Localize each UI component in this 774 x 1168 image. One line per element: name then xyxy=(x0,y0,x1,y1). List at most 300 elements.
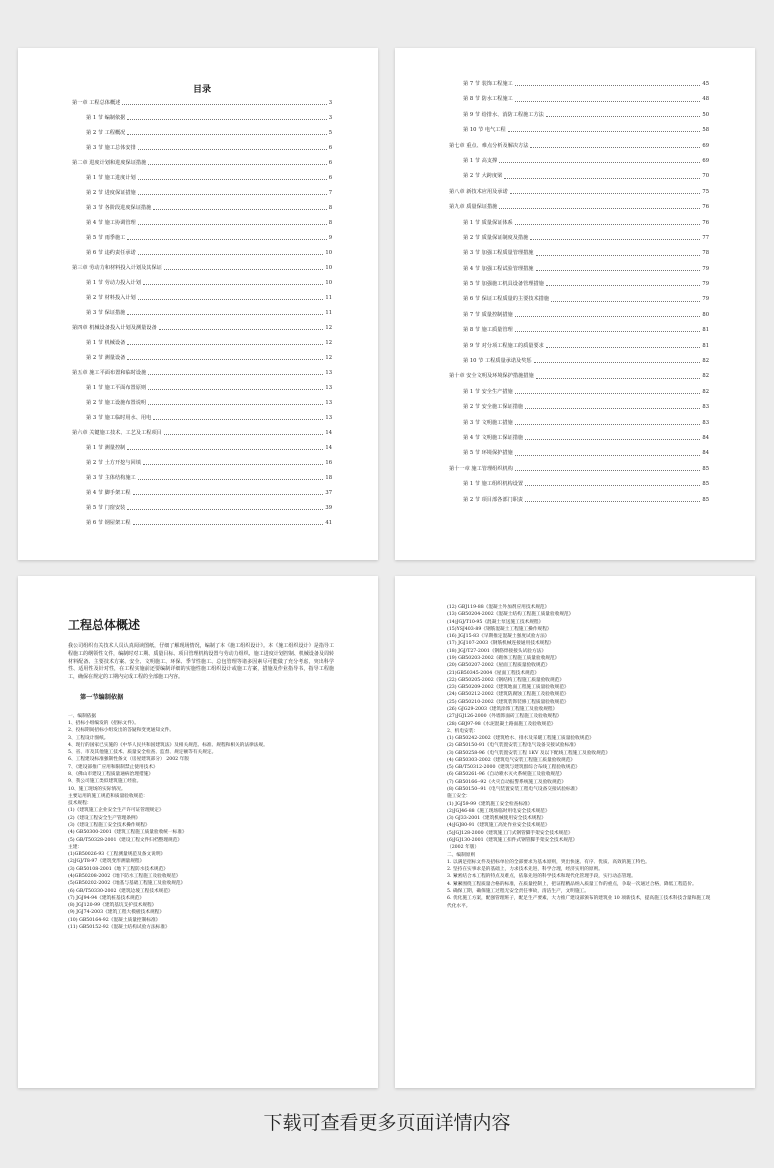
download-more-caption: 下载可查看更多页面详情内容 xyxy=(263,1112,511,1134)
text-line: (25) GB50210-2002《建筑装饰装修工程质量验收规范》 xyxy=(447,699,569,705)
toc-entry-title: 第 1 节 施工平面布置原则 xyxy=(86,385,147,391)
toc-entry xyxy=(449,297,709,302)
text-line: (1) JGJ59-99《建筑施工安全检查标准》 xyxy=(447,801,533,807)
toc-page-2 xyxy=(395,48,755,560)
toc-dot-leader xyxy=(153,418,323,420)
toc-entry xyxy=(72,416,332,421)
toc-entry-title: 第 8 节 施工质量管理 xyxy=(463,327,513,334)
toc-entry-page: 77 xyxy=(702,234,709,241)
text-line: 1. 以满足招标文件及招标单位的全部要求为基本原则，突出快速、有序、优质、高效的施工特色。 xyxy=(447,859,650,865)
toc-entry-page: 45 xyxy=(702,81,709,87)
toc-dot-leader xyxy=(515,315,701,317)
text-line: 4、现行的国家已实施的《中华人民共和国建筑法》及相关规范、标准、规程和相关的法律法规。 xyxy=(68,742,268,748)
toc-dot-leader xyxy=(148,373,323,375)
text-line: (9) JGJ74-2003《建筑工程大模板技术规程》 xyxy=(68,910,165,916)
toc-entry-title: 第六章 关键施工技术、工艺及工程项目 xyxy=(72,430,162,436)
toc-dot-leader xyxy=(127,118,326,120)
toc-entry-title: 第四章 机械设备投入计划及测量设备 xyxy=(72,325,157,331)
toc-entry xyxy=(449,328,709,333)
toc-entry-title: 第 2 节 进度保证措施 xyxy=(86,190,136,196)
text-line: (8) GB50150--91《电气装置安装工程电气设备交接试验标准》 xyxy=(447,787,581,793)
toc-entry-page: 85 xyxy=(702,465,709,472)
toc-entry-title: 第三章 劳动力和材料投入计划及其保证 xyxy=(72,265,162,271)
text-line: (4)GB50208-2002《地下防水工程施工及验收规范》 xyxy=(68,873,181,879)
toc-entry-title: 第五章 施工平面布置和临时设施 xyxy=(72,370,147,376)
toc-entry xyxy=(72,311,332,316)
text-line: 5、省、市及其他施工技术、质量安全检查、监督、规定额等有关规定。 xyxy=(68,750,217,756)
toc-entry xyxy=(449,374,709,379)
toc-dot-leader xyxy=(515,100,701,102)
toc-entry-page: 6 xyxy=(328,160,332,166)
toc-entry xyxy=(72,506,332,511)
toc-entry-page: 11 xyxy=(325,310,332,316)
toc-dot-leader xyxy=(510,192,701,194)
text-line: (23) GB50209-2002《建筑地面工程施工质量验收规范》 xyxy=(447,685,569,691)
text-line: (4)JGJ80-91《建筑施工高处作业安全技术规范》 xyxy=(447,823,550,829)
toc-dot-leader xyxy=(508,130,701,132)
toc-entry-title: 第 1 节 机械设备 xyxy=(86,340,126,346)
toc-entry-page: 78 xyxy=(702,250,709,257)
toc-entry-title: 第 7 节 装饰工程施工 xyxy=(463,81,513,87)
toc-entry-page: 79 xyxy=(702,281,709,288)
toc-dot-leader xyxy=(143,463,323,465)
toc-entry-title: 第 10 节 电气工程 xyxy=(463,127,506,134)
toc-dot-leader xyxy=(515,330,701,332)
toc-dot-leader xyxy=(143,283,323,285)
toc-entry-title: 第 2 节 土方开挖与回填 xyxy=(86,460,141,466)
text-line: 2、机电安装： xyxy=(447,728,479,734)
toc-entry-title: 第 3 节 加强工程质量管理措施 xyxy=(463,250,534,257)
text-line: (10) GB50164-92《混凝土质量控制标准》 xyxy=(68,917,161,923)
toc-entry-title: 第 4 节 文明施工保证措施 xyxy=(463,434,524,441)
toc-dot-leader xyxy=(127,508,323,510)
toc-entry-page: 12 xyxy=(325,340,332,346)
toc-dot-leader xyxy=(148,403,323,405)
text-line: 2. 坚持在实事求是的基础上，力求技术先进，科学合理，经济实用的原则。 xyxy=(447,867,603,873)
toc-entry-title: 第九章 质量保证措施 xyxy=(449,204,498,211)
toc-entry-page: 9 xyxy=(328,235,332,241)
text-line: 6、工程建设标准强制性条文（房屋建筑部分） 2002 年版 xyxy=(68,757,190,763)
toc-entry-title: 第 6 节 保证工程质量的主要技术措施 xyxy=(463,296,550,303)
text-line: (2)《建设工程安全生产管理条例》 xyxy=(68,815,141,821)
toc-entry-page: 10 xyxy=(325,280,332,286)
toc-entry-page: 13 xyxy=(325,385,332,391)
toc-entry-title: 第 1 节 质量保证体系 xyxy=(463,219,513,226)
toc-entry-page: 85 xyxy=(702,496,709,503)
text-line: 3、工程设计图纸。 xyxy=(68,735,109,741)
toc-dot-leader xyxy=(127,343,323,345)
toc-entry xyxy=(449,221,709,226)
toc-entry xyxy=(72,131,332,136)
text-line: (3)《建设工程施工安全技术操作规程》 xyxy=(68,822,150,828)
text-line: (15)YSJ403-89《钢筋混凝土工程施工操作规程》 xyxy=(447,626,552,632)
toc-entry xyxy=(449,498,709,503)
document-page-4 xyxy=(395,576,755,1088)
toc-entry xyxy=(449,97,709,102)
toc-dot-leader xyxy=(525,500,700,502)
toc-entry-title: 第 5 节 门窗安装 xyxy=(86,505,126,511)
toc-entry xyxy=(449,113,709,118)
toc-entry-page: 8 xyxy=(328,205,332,211)
toc-dot-leader xyxy=(499,207,700,209)
toc-entry-page: 80 xyxy=(702,311,709,318)
toc-dot-leader xyxy=(515,423,701,425)
text-line: (3) GB50258-96《电气装置安装工程 1KV 及以下配线工程施工及验收规范》 xyxy=(447,750,611,756)
toc-entry xyxy=(72,356,332,361)
page-body xyxy=(447,604,711,910)
toc-entry-title: 第 2 节 工程概况 xyxy=(86,130,126,136)
toc-entry xyxy=(449,128,709,133)
toc-entry xyxy=(72,221,332,226)
toc-entry xyxy=(72,461,332,466)
toc-entry-page: 41 xyxy=(325,520,332,526)
text-line: 4. 紧紧围绕工程质量合格的标准，在质量控制上，把证程精品纳入质量工作的重点，争取一次通过合格，降低工程造价。 xyxy=(447,881,697,887)
toc-entry-page: 13 xyxy=(325,400,332,406)
toc-page-1 xyxy=(18,48,378,560)
toc-dot-leader xyxy=(536,377,701,379)
toc-dot-leader xyxy=(159,328,324,330)
toc-entry-title: 第 9 节 给排水、消防工程施工方法 xyxy=(463,111,544,118)
toc-entry-page: 83 xyxy=(702,404,709,411)
text-line: (5) GB/T50312-2000《建筑与建筑群综合布线工程验收规范》 xyxy=(447,765,580,771)
toc-entry-page: 12 xyxy=(325,355,332,361)
section-heading: 第一节编制依据 xyxy=(80,693,124,701)
toc-dot-leader xyxy=(515,84,701,86)
toc-entry xyxy=(72,251,332,256)
toc-dot-leader xyxy=(515,454,701,456)
toc-entry-page: 10 xyxy=(325,265,332,271)
toc-entry-page: 76 xyxy=(702,219,709,226)
text-line: (3) GJ33-2001《建筑机械使用安全技术规程》 xyxy=(447,816,546,822)
text-line: (22) GB50205-2002《钢结构工程施工质量验收规范》 xyxy=(447,677,565,683)
toc-dot-leader xyxy=(164,268,324,270)
toc-entry-title: 第 1 节 测量控制 xyxy=(86,445,126,451)
toc-entry-title: 第 1 节 施工组织机构设置 xyxy=(463,481,524,488)
text-line: (5) GB/T50328-2001《建设工程文件归档整理规范》 xyxy=(68,837,183,843)
toc-entry-page: 84 xyxy=(702,434,709,441)
text-line: 5. 确保工期，确保施工过程无安全责任事故，清洁生产，文明施工。 xyxy=(447,888,589,894)
toc-entry-page: 13 xyxy=(325,415,332,421)
toc-entry-title: 第 1 节 编制依据 xyxy=(86,115,126,121)
toc-dot-leader xyxy=(536,269,701,271)
toc-dot-leader xyxy=(525,438,700,440)
toc-dot-leader xyxy=(499,161,700,163)
text-line: 2、投标期间招标小组发出的答疑和变更通知文件。 xyxy=(68,728,175,734)
text-line: (4) GB50303-2002《建筑电气安装工程施工质量验收规范》 xyxy=(447,757,576,763)
toc-entry-title: 第 3 节 施工总体安排 xyxy=(86,145,136,151)
toc-entry-title: 第 2 节 项目部各部门职责 xyxy=(463,496,524,503)
text-line: 二、编制原则 xyxy=(447,852,476,858)
toc-entry xyxy=(449,267,709,272)
toc-entry-page: 85 xyxy=(702,481,709,488)
text-line: (14)JGJ/T10-95《混凝土泵送施工技术规程》 xyxy=(447,619,544,625)
toc-entry xyxy=(72,281,332,286)
text-line: (6) GB50261-96《自动喷水灭火系统施工及验收规范》 xyxy=(447,772,565,778)
toc-dot-leader xyxy=(536,254,701,256)
toc-entry-title: 第 7 节 质量控制措施 xyxy=(463,311,513,318)
text-line: (26) GJG29-2003《建筑涂饰工程施工及验收规程》 xyxy=(447,706,558,712)
toc-dot-leader xyxy=(127,133,326,135)
text-line: (1)《建筑施工企业安全生产许可证管理规定》 xyxy=(68,808,164,814)
table-of-contents-continued xyxy=(449,82,709,513)
toc-entry-page: 82 xyxy=(702,373,709,380)
text-line: (12) GBJ119-88《混凝土外加剂应用技术规范》 xyxy=(447,605,550,610)
toc-entry-page: 3 xyxy=(328,100,332,106)
text-line: (18) JGJ/T27-2001《钢筋焊接接头试验方法》 xyxy=(447,648,547,654)
toc-entry xyxy=(449,144,709,149)
toc-entry-title: 第 8 节 防水工程施工 xyxy=(463,96,513,103)
toc-entry xyxy=(72,401,332,406)
toc-entry-title: 第八章 新技术应用及承诺 xyxy=(449,188,508,195)
toc-entry-title: 第 1 节 安全生产措施 xyxy=(463,388,513,395)
toc-entry-page: 16 xyxy=(325,460,332,466)
text-line: (1) GB50242-2002《建筑给水、排水及采暖工程施工质量验收规范》 xyxy=(447,736,594,742)
text-line: (3) GB50108-2001《地下工程防水技术规范》 xyxy=(68,866,168,872)
toc-entry xyxy=(72,476,332,481)
toc-entry-page: 69 xyxy=(702,157,709,164)
text-line: (6) GB/T50330-2002《建筑边坡工程技术规范》 xyxy=(68,888,173,894)
toc-entry-page: 70 xyxy=(702,173,709,180)
toc-entry-page: 6 xyxy=(328,145,332,151)
text-line: 3. 紧密结合本工程的特点及难点，依靠先进的科学技术和现代化管理手段，实行动态管理。 xyxy=(447,874,636,880)
toc-entry-title: 第 2 节 大跨度梁 xyxy=(463,173,503,180)
toc-entry-page: 76 xyxy=(702,204,709,211)
toc-entry-title: 第一章 工程总体概述 xyxy=(72,100,121,106)
toc-entry-page: 14 xyxy=(325,445,332,451)
toc-dot-leader xyxy=(138,193,327,195)
toc-entry-page: 5 xyxy=(328,130,332,136)
toc-dot-leader xyxy=(127,238,326,240)
text-line: 7、《建设部推广应用和限制禁止使用技术》 xyxy=(68,764,158,770)
text-line: (7) JGJ94-94《建筑桩基技术规范》 xyxy=(68,895,145,901)
toc-dot-leader xyxy=(133,523,324,525)
text-line: (11) GB50152-92《混凝土结构试验方法标准》 xyxy=(68,924,170,930)
toc-dot-leader xyxy=(127,448,323,450)
toc-entry-page: 3 xyxy=(328,115,332,121)
text-line: 主要运用的施工规范和质量验收规范： xyxy=(68,793,148,799)
toc-entry xyxy=(72,371,332,376)
toc-dot-leader xyxy=(138,298,324,300)
text-line: 一、编制依据 xyxy=(68,713,97,719)
toc-entry xyxy=(449,451,709,456)
text-line: (5)JGJ128-2000《建筑施工门式钢管脚手架安全技术规范》 xyxy=(447,830,573,836)
toc-title: 目录 xyxy=(192,85,211,95)
toc-entry-title: 第 1 节 高支撑 xyxy=(463,157,498,164)
toc-dot-leader xyxy=(551,300,700,302)
text-line: 8、《佛山市建设工程质量通病治理措施》 xyxy=(68,772,154,777)
toc-entry-title: 第 9 节 对分项工程施工的质量要求 xyxy=(463,342,544,349)
toc-entry-page: 10 xyxy=(325,250,332,256)
toc-dot-leader xyxy=(164,433,324,435)
text-line: （2002 年版） xyxy=(447,845,480,851)
toc-entry-title: 第十一章 施工管理组织机构 xyxy=(449,465,513,472)
toc-entry-title: 第 4 节 脚手架工程 xyxy=(86,490,131,496)
toc-entry-page: 13 xyxy=(325,370,332,376)
toc-entry-title: 第 4 节 加强工程试验管理措施 xyxy=(463,265,534,272)
toc-entry-page: 79 xyxy=(702,296,709,303)
toc-entry xyxy=(449,174,709,179)
toc-dot-leader xyxy=(127,358,323,360)
text-line: (1)GB50026-93《工程测量规范及条文说明》 xyxy=(68,852,166,858)
toc-entry xyxy=(72,521,332,526)
toc-entry-page: 83 xyxy=(702,419,709,426)
intro-paragraph: 我公司组织有关技术人员认真阅读图纸，仔细了解现场情况，编制了本《施工组织设计》。本《施工组织设计》是指导工程施工的纲领性文件，编制时对工期、质量目标、项目管理机构设置与劳动力组织、施工进度计划控制、机械设备及周转材料配备、主要技术方案、安全、文明施工、环保、季节性施工、总包管理等诸多因素尽可能做了充分考虑，突出科学性、适用性及针对性，在工程实施前还要编制详细的实施性施工组织设计或施工方案，措施及作业指导书，指导工程施工，确保在规定的工期内完成工程的全部施工内容。 xyxy=(68,643,334,680)
toc-entry xyxy=(72,101,332,106)
chapter-heading: 工程总体概述 xyxy=(68,618,141,632)
toc-entry xyxy=(449,421,709,426)
toc-dot-leader xyxy=(153,208,326,210)
toc-entry-page: 48 xyxy=(702,96,709,103)
toc-entry xyxy=(72,491,332,496)
text-line: (6)JGJ130-2001《建筑施工扣件式钢管脚手架安全技术规范》 xyxy=(447,838,578,843)
toc-entry-page: 69 xyxy=(702,142,709,149)
toc-entry xyxy=(72,386,332,391)
toc-dot-leader xyxy=(515,392,701,394)
toc-entry-page: 8 xyxy=(328,220,332,226)
table-of-contents xyxy=(72,82,332,536)
toc-dot-leader xyxy=(515,223,701,225)
toc-entry-page: 50 xyxy=(702,111,709,118)
toc-entry xyxy=(449,159,709,164)
toc-dot-leader xyxy=(515,469,700,471)
toc-entry xyxy=(449,251,709,256)
toc-entry xyxy=(72,446,332,451)
document-page-3 xyxy=(18,576,378,1088)
toc-entry-title: 第 1 节 劳动力投入计划 xyxy=(86,280,141,286)
toc-dot-leader xyxy=(546,115,701,117)
text-line: (2)JGJ/T8-97《建筑变形测量规程》 xyxy=(68,859,145,865)
toc-entry-title: 第 2 节 测量设备 xyxy=(86,355,126,361)
toc-entry-title: 第 2 节 质量保证制度及措施 xyxy=(463,234,529,241)
text-line: 10、施工现场的实际情况。 xyxy=(68,786,126,792)
toc-entry xyxy=(449,205,709,210)
toc-entry-page: 37 xyxy=(325,490,332,496)
text-line: (21)GB50345-2004《屋面工程技术规范》 xyxy=(447,670,540,676)
toc-entry-page: 18 xyxy=(325,475,332,481)
toc-list xyxy=(72,101,332,526)
text-line: (16) JGJ15-83《早期推定混凝土强度试验方法》 xyxy=(447,634,550,640)
toc-entry xyxy=(72,326,332,331)
reference-list xyxy=(68,713,334,931)
toc-entry xyxy=(449,467,709,472)
toc-entry-page: 79 xyxy=(702,265,709,272)
toc-entry-title: 第 2 节 材料投入计划 xyxy=(86,295,136,301)
text-line: (8) JGJ120-99《建筑基坑支护技术规程》 xyxy=(68,903,157,909)
text-line: 施工安全： xyxy=(447,794,471,800)
toc-entry xyxy=(72,161,332,166)
toc-dot-leader xyxy=(148,388,323,390)
toc-entry xyxy=(72,191,332,196)
toc-entry xyxy=(449,482,709,487)
text-line: (24) GB50212-2002《建筑防腐蚀工程施工及验收规范》 xyxy=(447,692,569,698)
toc-entry xyxy=(449,236,709,241)
text-line: (13) GB50204-2002《混凝土结构工程施工质量验收规范》 xyxy=(447,612,574,618)
toc-entry xyxy=(449,359,709,364)
text-line: 9、我公司施工类似建筑施工经验。 xyxy=(68,779,142,785)
toc-entry-page: 11 xyxy=(325,295,332,301)
toc-entry-page: 82 xyxy=(702,388,709,395)
toc-entry xyxy=(72,296,332,301)
toc-entry-title: 第 6 节 钢屋架工程 xyxy=(86,520,131,526)
toc-entry-page: 84 xyxy=(702,450,709,457)
toc-entry-title: 第 6 节 违约责任承诺 xyxy=(86,250,136,256)
toc-entry-title: 第二章 进度计划和进度保证措施 xyxy=(72,160,147,166)
toc-dot-leader xyxy=(546,284,701,286)
toc-entry-page: 58 xyxy=(702,127,709,134)
toc-entry xyxy=(72,116,332,121)
toc-entry-page: 6 xyxy=(328,175,332,181)
toc-entry-title: 第 2 节 施工设施布置说明 xyxy=(86,400,147,406)
toc-entry xyxy=(72,236,332,241)
toc-entry-page: 75 xyxy=(702,188,709,195)
toc-dot-leader xyxy=(138,148,327,150)
toc-entry-page: 14 xyxy=(325,430,332,436)
toc-entry-title: 第 3 节 各阶段进度保证措施 xyxy=(86,205,152,211)
toc-dot-leader xyxy=(133,493,324,495)
toc-entry-page: 82 xyxy=(702,358,709,365)
toc-entry xyxy=(72,266,332,271)
toc-entry xyxy=(449,405,709,410)
toc-dot-leader xyxy=(127,313,323,315)
toc-entry-title: 第 5 节 雨季施工 xyxy=(86,235,126,241)
text-line: 技术规程： xyxy=(68,801,92,807)
toc-entry xyxy=(449,190,709,195)
toc-entry xyxy=(449,313,709,318)
toc-dot-leader xyxy=(138,178,327,180)
toc-dot-leader xyxy=(122,103,326,105)
toc-entry-page: 7 xyxy=(328,190,332,196)
toc-entry-title: 第 3 节 施工临时用水、用电 xyxy=(86,415,152,421)
toc-entry-title: 第 4 节 施工协调管理 xyxy=(86,220,136,226)
toc-entry xyxy=(72,206,332,211)
toc-entry xyxy=(449,344,709,349)
toc-dot-leader xyxy=(525,407,700,409)
toc-entry xyxy=(449,82,709,87)
toc-entry-title: 第 2 节 安全施工保证措施 xyxy=(463,404,524,411)
toc-entry xyxy=(449,436,709,441)
toc-entry xyxy=(72,431,332,436)
toc-entry-title: 第 3 节 文明施工措施 xyxy=(463,419,513,426)
toc-dot-leader xyxy=(138,223,327,225)
text-line: (20) GB50207-2002《屋面工程质量验收规范》 xyxy=(447,663,550,669)
text-line: (2) GB50150-91《电气装置安装工程电气设备交接试验标准》 xyxy=(447,743,579,749)
toc-entry-title: 第 1 节 施工进度计划 xyxy=(86,175,136,181)
toc-dot-leader xyxy=(138,478,324,480)
toc-entry-title: 第 3 节 保证措施 xyxy=(86,310,126,316)
toc-entry-page: 81 xyxy=(702,342,709,349)
reference-list xyxy=(447,604,711,910)
toc-dot-leader xyxy=(504,177,700,179)
text-line: (4) GB50300-2001《建筑工程施工质量验收统一标准》 xyxy=(68,830,187,836)
toc-list xyxy=(449,82,709,503)
text-line: (2)JGJ46-88《施工现场临时用电安全技术规范》 xyxy=(447,808,550,814)
toc-entry xyxy=(72,341,332,346)
text-line: (5)GB50202-2002《地基与基础工程施工及验收规范》 xyxy=(68,881,186,887)
toc-entry-title: 第 10 节 工程质量承诺及奖惩 xyxy=(463,358,532,365)
toc-entry xyxy=(72,176,332,181)
toc-entry-page: 12 xyxy=(325,325,332,331)
toc-entry-title: 第七章 重点、难点分析及解决方法 xyxy=(449,142,529,149)
text-line: 6. 优化施工方案，配强管理班子，配足生产要素，大力推广建设部颁布的建筑业 10 项新技术，提高施工技术科技含量和施工现代化水平。 xyxy=(447,896,711,909)
toc-dot-leader xyxy=(148,163,326,165)
toc-dot-leader xyxy=(530,146,700,148)
toc-entry-title: 第 5 节 加强施工机具设备管理措施 xyxy=(463,281,544,288)
toc-entry-page: 81 xyxy=(702,327,709,334)
text-line: 1、招标小组编发的《招标文件》。 xyxy=(68,721,139,727)
toc-entry-title: 第 3 节 主体结构施工 xyxy=(86,475,136,481)
text-line: (17) JGJ107-2003《钢筋机械连接通用技术规程》 xyxy=(447,641,554,647)
toc-entry xyxy=(72,146,332,151)
